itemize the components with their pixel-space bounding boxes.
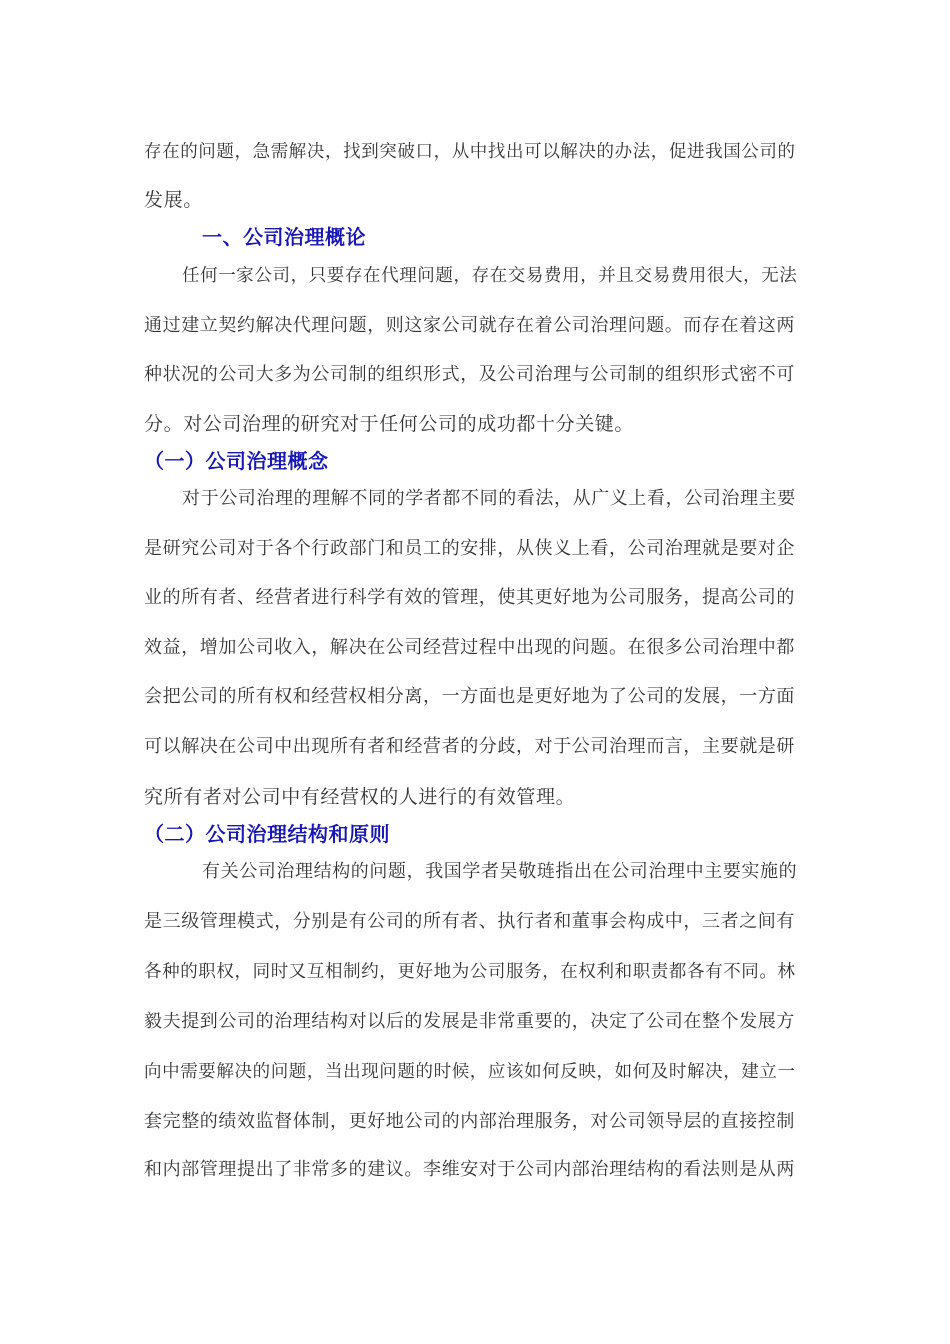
p2-line-3: 业的所有者、经营者进行科学有效的管理，使其更好地为公司服务，提高公司的 (144, 587, 795, 608)
p1-line-2: 通过建立契约解决代理问题，则这家公司就存在着公司治理问题。而存在着这两 (144, 315, 795, 336)
p1-line-3: 种状况的公司大多为公司制的组织形式，及公司治理与公司制的组织形式密不可 (144, 364, 795, 385)
p3-line-6: 套完整的绩效监督体制，更好地公司的内部治理服务，对公司领导层的直接控制 (144, 1111, 795, 1132)
intro-line-1: 存在的问题，急需解决，找到突破口，从中找出可以解决的办法，促进我国公司的 (144, 142, 796, 162)
intro-line-2: 发展。 (144, 189, 203, 211)
p3-line-5: 向中需要解决的问题，当出现问题的时候，应该如何反映，如何及时解决，建立一 (144, 1062, 796, 1082)
p2-line-2: 是研究公司对于各个行政部门和员工的安排，从侠义上看，公司治理就是要对企 (144, 538, 795, 559)
subsection-heading-1: （一）公司治理概念 (144, 449, 329, 473)
p3-line-2: 是三级管理模式，分别是有公司的所有者、执行者和董事会构成中，三者之间有 (144, 911, 795, 932)
p2-line-7: 究所有者对公司中有经营权的人进行的有效管理。 (144, 786, 576, 808)
p3-line-4: 毅夫提到公司的治理结构对以后的发展是非常重要的，决定了公司在整个发展方 (144, 1011, 795, 1032)
p2-line-1: 对于公司治理的理解不同的学者都不同的看法，从广义上看，公司治理主要 (182, 488, 796, 509)
p2-line-5: 会把公司的所有权和经营权相分离，一方面也是更好地为了公司的发展，一方面 (144, 686, 795, 707)
section-heading-1: 一、公司治理概论 (202, 225, 366, 249)
subsection-heading-2: （二）公司治理结构和原则 (144, 822, 390, 846)
p2-line-4: 效益，增加公司收入，解决在公司经营过程中出现的问题。在很多公司治理中都 (144, 637, 795, 658)
p3-line-7: 和内部管理提出了非常多的建议。李维安对于公司内部治理结构的看法则是从两 (144, 1159, 795, 1180)
p3-line-1: 有关公司治理结构的问题，我国学者吴敬琏指出在公司治理中主要实施的 (202, 861, 798, 882)
p1-line-4: 分。对公司治理的研究对于任何公司的成功都十分关键。 (144, 413, 635, 435)
p1-line-1: 任何一家公司，只要存在代理问题，存在交易费用，并且交易费用很大，无法 (182, 266, 798, 286)
p2-line-6: 可以解决在公司中出现所有者和经营者的分歧，对于公司治理而言，主要就是研 (144, 736, 795, 757)
p3-line-3: 各种的职权，同时又互相制约，更好地为公司服务，在权利和职责都各有不同。林 (144, 962, 796, 982)
